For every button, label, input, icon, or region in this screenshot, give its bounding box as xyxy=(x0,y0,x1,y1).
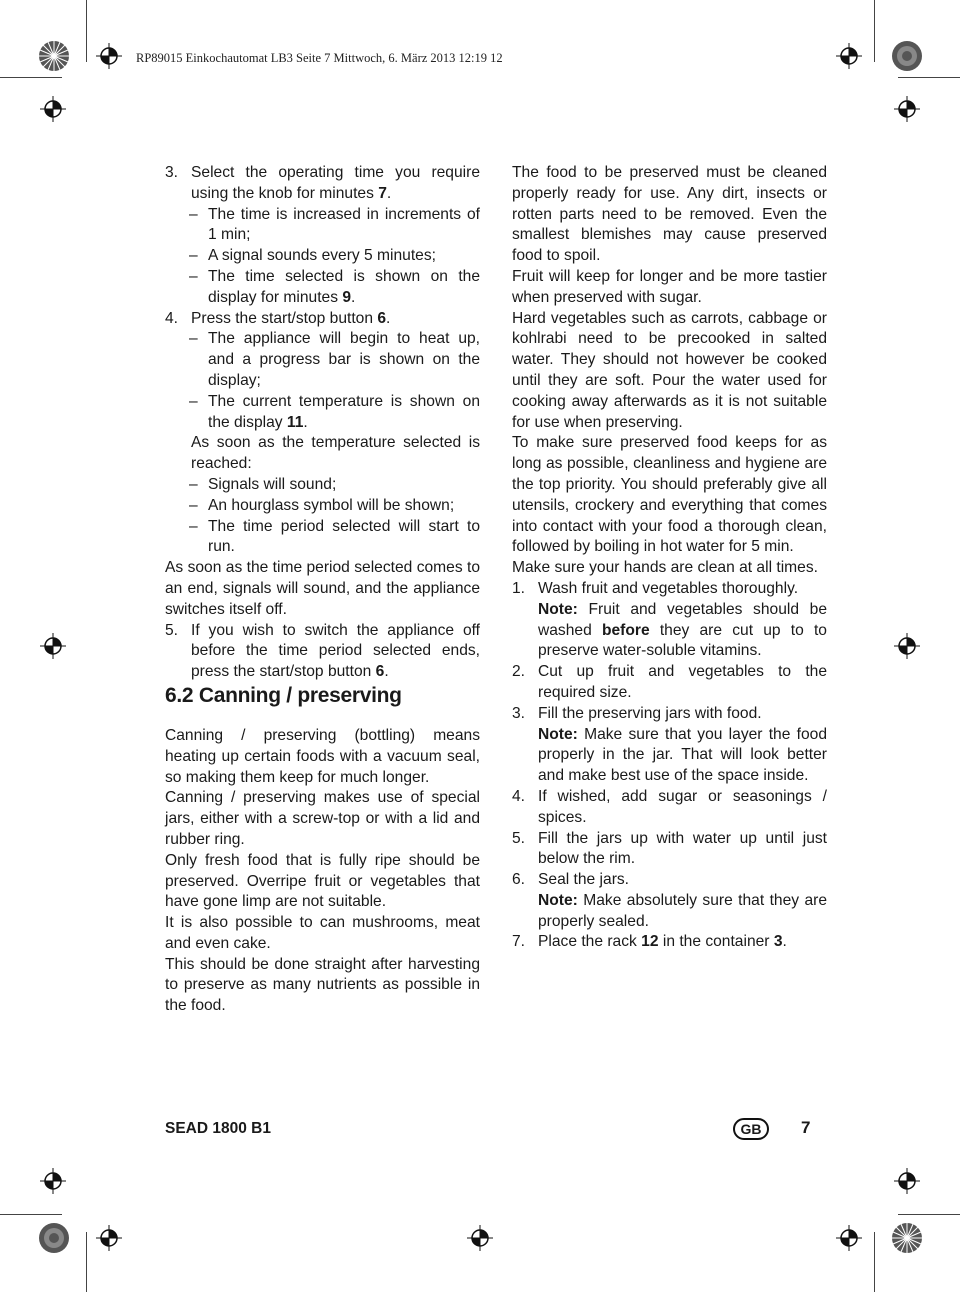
paragraph: It is also possible to can mushrooms, meat and even cake. xyxy=(165,914,480,952)
step-4 xyxy=(512,787,827,829)
bullet-item: – Signals will sound; xyxy=(189,475,337,493)
registration-mark-icon xyxy=(40,96,66,122)
bullet-item: – The current temperature is shown on the display 11. xyxy=(189,392,480,431)
reference-number: 12 xyxy=(641,933,659,951)
left-column xyxy=(165,163,480,1017)
note: Note: Make sure that you layer the food properly in the jar. That will look better and make best use of the space inside. xyxy=(538,725,827,785)
reference-number: 6 xyxy=(377,309,387,327)
step-number: 2. xyxy=(512,663,526,681)
step-number: 3. xyxy=(165,164,179,181)
registration-mark-icon xyxy=(40,633,66,659)
step-text: Select the operating time you require using the knob for minutes xyxy=(191,164,480,202)
note-label: Note: xyxy=(538,600,578,618)
reference-number: 3 xyxy=(773,933,783,951)
paragraph: Canning / preserving makes use of special jars, either with a screw-top or with a lid and rubber ring. xyxy=(165,789,480,848)
step-number: 6. xyxy=(512,871,526,889)
step-number: 4. xyxy=(165,309,179,327)
bullet-item: – The time selected is shown on the display for minutes 9. xyxy=(189,267,480,306)
step-number: 5. xyxy=(165,621,179,639)
starburst-mark-icon xyxy=(38,40,70,72)
note: Note: Make absolutely sure that they are properly sealed. xyxy=(538,891,827,930)
registration-mark-icon xyxy=(894,96,920,122)
note-label: Note: xyxy=(538,891,578,909)
starburst-mark-icon xyxy=(38,1222,70,1254)
bullet-item: – The time period selected will start to run. xyxy=(189,517,480,556)
paragraph: This should be done straight after harvesting to preserve as many nutrients as possible in the food. xyxy=(165,955,480,1015)
country-badge: GB xyxy=(733,1118,769,1140)
step-7: 7. Place the rack 12 in the container 3. xyxy=(512,932,827,953)
registration-mark-icon xyxy=(96,43,122,69)
paragraph: Hard vegetables such as carrots, cabbage or kohlrabi need to be precooked in salted water. They should not however be cooked until they are soft. Pour the water used for cooking away afterwards as it is not suitable for use when preserving. xyxy=(512,309,827,431)
step-number: 1. xyxy=(512,579,526,597)
crop-line xyxy=(874,1232,875,1292)
step-text: Press the start/stop button xyxy=(191,309,378,327)
step-number: 5. xyxy=(512,829,526,847)
right-column xyxy=(512,163,827,953)
paragraph: Fruit will keep for longer and be more tastier when preserved with sugar. xyxy=(512,267,827,306)
registration-mark-icon xyxy=(836,43,862,69)
bullet-item: – The time is increased in increments of 1 min; xyxy=(189,205,480,244)
step-5 xyxy=(512,829,827,871)
registration-mark-icon xyxy=(96,1225,122,1251)
step-5: 5. If you wish to switch the appliance off before the time period selected ends, press the start/stop button 6. xyxy=(165,621,480,681)
step-1 xyxy=(512,579,827,600)
step-2 xyxy=(512,662,827,704)
crop-line xyxy=(0,1214,62,1215)
registration-mark-icon xyxy=(836,1225,862,1251)
step-text: Fill the jars up with water up until just below the rim. xyxy=(538,829,827,868)
step-text: If wished, add sugar or seasonings / spices. xyxy=(538,787,827,826)
paragraph: To make sure preserved food keeps for as long as possible, cleanliness and hygiene are the top priority. You should preferably give all utensils, crockery and everything that comes into contact with your food a thorough clean, followed by boiling in hot water for 5 min. xyxy=(512,434,827,556)
paragraph: As soon as the temperature selected is reached: xyxy=(191,434,480,473)
section-heading: 6.2 Canning / preserving xyxy=(165,683,402,707)
step-number: 3. xyxy=(512,704,526,722)
reference-number: 9 xyxy=(342,288,352,306)
step-6 xyxy=(512,870,827,891)
reference-number: 6 xyxy=(375,663,385,681)
paragraph: Make sure your hands are clean at all times. xyxy=(512,559,818,577)
step-text: Place the rack xyxy=(538,933,642,951)
crop-line xyxy=(898,1214,960,1215)
step-4: 4. Press the start/stop button 6. xyxy=(165,309,480,330)
registration-mark-icon xyxy=(894,633,920,659)
print-header: RP89015 Einkochautomat LB3 Seite 7 Mittwoch, 6. März 2013 12:19 12 xyxy=(136,51,503,65)
reference-number: 7 xyxy=(378,184,387,202)
crop-line xyxy=(86,0,87,62)
paragraph: Canning / preserving (bottling) means heating up certain foods with a vacuum seal, so making them keep for much longer. xyxy=(165,726,480,786)
registration-mark-icon xyxy=(467,1225,493,1251)
starburst-mark-icon xyxy=(891,40,923,72)
step-text: Wash fruit and vegetables thoroughly. xyxy=(538,579,799,597)
step-text: If you wish to switch the appliance off before the time period selected ends, press the start/stop button xyxy=(191,621,480,681)
step-text: Cut up fruit and vegetables to the required size. xyxy=(538,663,827,701)
crop-line xyxy=(0,77,62,78)
paragraph: The food to be preserved must be cleaned properly ready for use. Any dirt, insects or rotten parts need to be removed. Even the smallest blemishes may cause preserved food to spoil. xyxy=(512,164,827,265)
note: Note: Fruit and vegetables should be washed before they are cut up to to preserve water-soluble vitamins. xyxy=(538,600,827,660)
registration-mark-icon xyxy=(40,1168,66,1194)
bullet-item: – The appliance will begin to heat up, and a progress bar is shown on the display; xyxy=(189,330,480,389)
registration-mark-icon xyxy=(894,1168,920,1194)
step-number: 7. xyxy=(512,933,526,951)
paragraph: As soon as the time period selected comes to an end, signals will sound, and the appliance switches itself off. xyxy=(165,559,480,618)
bullet-item: – An hourglass symbol will be shown; xyxy=(189,496,455,514)
footer-model: SEAD 1800 B1 xyxy=(165,1120,271,1137)
page-number: 7 xyxy=(801,1118,811,1137)
crop-line xyxy=(874,0,875,62)
crop-line xyxy=(898,77,960,78)
paragraph: Only fresh food that is fully ripe should be preserved. Overripe fruit or vegetables that have gone limp are not suitable. xyxy=(165,851,480,911)
step-3 xyxy=(512,704,827,725)
note-label: Note: xyxy=(538,725,578,743)
crop-line xyxy=(86,1232,87,1292)
starburst-mark-icon xyxy=(891,1222,923,1254)
step-3: 3. Select the operating time you require using the knob for minutes 7. xyxy=(165,164,480,202)
step-number: 4. xyxy=(512,787,526,805)
bullet-item: – A signal sounds every 5 minutes; xyxy=(189,247,436,265)
step-text: Seal the jars. xyxy=(538,871,630,889)
reference-number: 11 xyxy=(286,413,304,431)
step-text: Fill the preserving jars with food. xyxy=(538,704,762,722)
